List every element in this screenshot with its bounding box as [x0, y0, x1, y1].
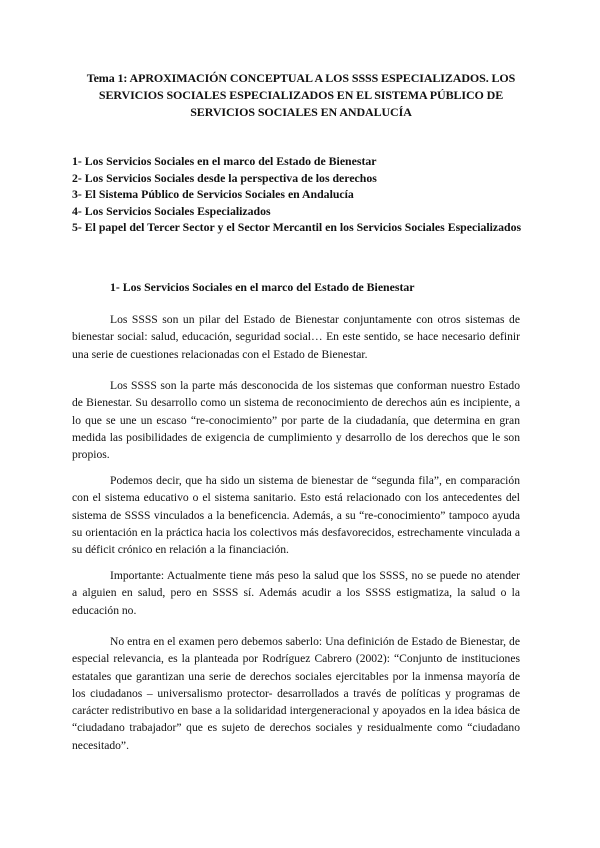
paragraph-5: No entra en el examen pero debemos saberlo: Una definición de Estado de Bienestar, de especial relevancia, es la planteada por Rodríguez Cabrero (2002): “Conjunto de instituciones estatales que garantizan una serie de derechos sociales ejercitables por la inmensa mayoría de los ciudadanos – universalismo protector- desarrollados a través de políticas y programas de carácter redistributivo en base a la solidaridad intergeneracional y apoyados en la idea básica de “ciudadano trabajador” que es sujeto de derechos sociales y residualmente como “ciudadano necesitado”.: [72, 635, 520, 752]
toc-item-3: 3- El Sistema Público de Servicios Sociales en Andalucía: [72, 187, 354, 201]
toc-item-2: 2- Los Servicios Sociales desde la perspectiva de los derechos: [72, 170, 377, 185]
paragraph-1: Los SSSS son un pilar del Estado de Bienestar conjuntamente con otros sistemas de bienestar social: salud, educación, seguridad social… En este sentido, se hace necesario definir una serie de cuestiones relacionadas con el Estado de Bienestar.: [72, 313, 520, 361]
paragraph-4: Importante: Actualmente tiene más peso la salud que los SSSS, no se puede no atender a alguien en salud, pero en SSSS sí. Además acudir a los SSSS estigmatiza, la salud o la educación no.: [72, 569, 520, 617]
paragraph-2: Los SSSS son la parte más desconocida de los sistemas que conforman nuestro Estado de Bienestar. Su desarrollo como un sistema de reconocimiento de derechos aún es incipiente, a lo que se une un escaso “re-conocimiento” por parte de la ciudadanía, que determina en gran medida las posibilidades de exigencia de cumplimiento y desarrollo de los derechos que le son propios.: [72, 379, 520, 462]
toc-item-4: 4- Los Servicios Sociales Especializados: [72, 203, 271, 218]
section-heading: 1- Los Servicios Sociales en el marco del Estado de Bienestar: [110, 280, 415, 294]
document-title: Tema 1: APROXIMACIÓN CONCEPTUAL A LOS SSSS ESPECIALIZADOS. LOS SERVICIOS SOCIALES ESPECIALIZADOS EN EL SISTEMA PÚBLICO DE SERVICIOS SOCIALES EN ANDALUCÍA: [86, 71, 516, 119]
paragraph-3: Podemos decir, que ha sido un sistema de bienestar de “segunda fila”, en comparación con el sistema educativo o el sistema sanitario. Esto está relacionado con los antecedentes del sistema de SSSS vinculados a la beneficencia. Además, a su “re-conocimiento” tampoco ayuda su orientación en la práctica hacia los colectivos más desfavorecidos, estrechamente vinculada a su déficit crónico en relación a la financiación.: [72, 474, 520, 557]
toc-item-1: 1- Los Servicios Sociales en el marco del Estado de Bienestar: [72, 154, 377, 168]
table-of-contents: [72, 153, 532, 236]
toc-item-5: 5- El papel del Tercer Sector y el Sector Mercantil en los Servicios Sociales Especializados: [72, 220, 522, 234]
